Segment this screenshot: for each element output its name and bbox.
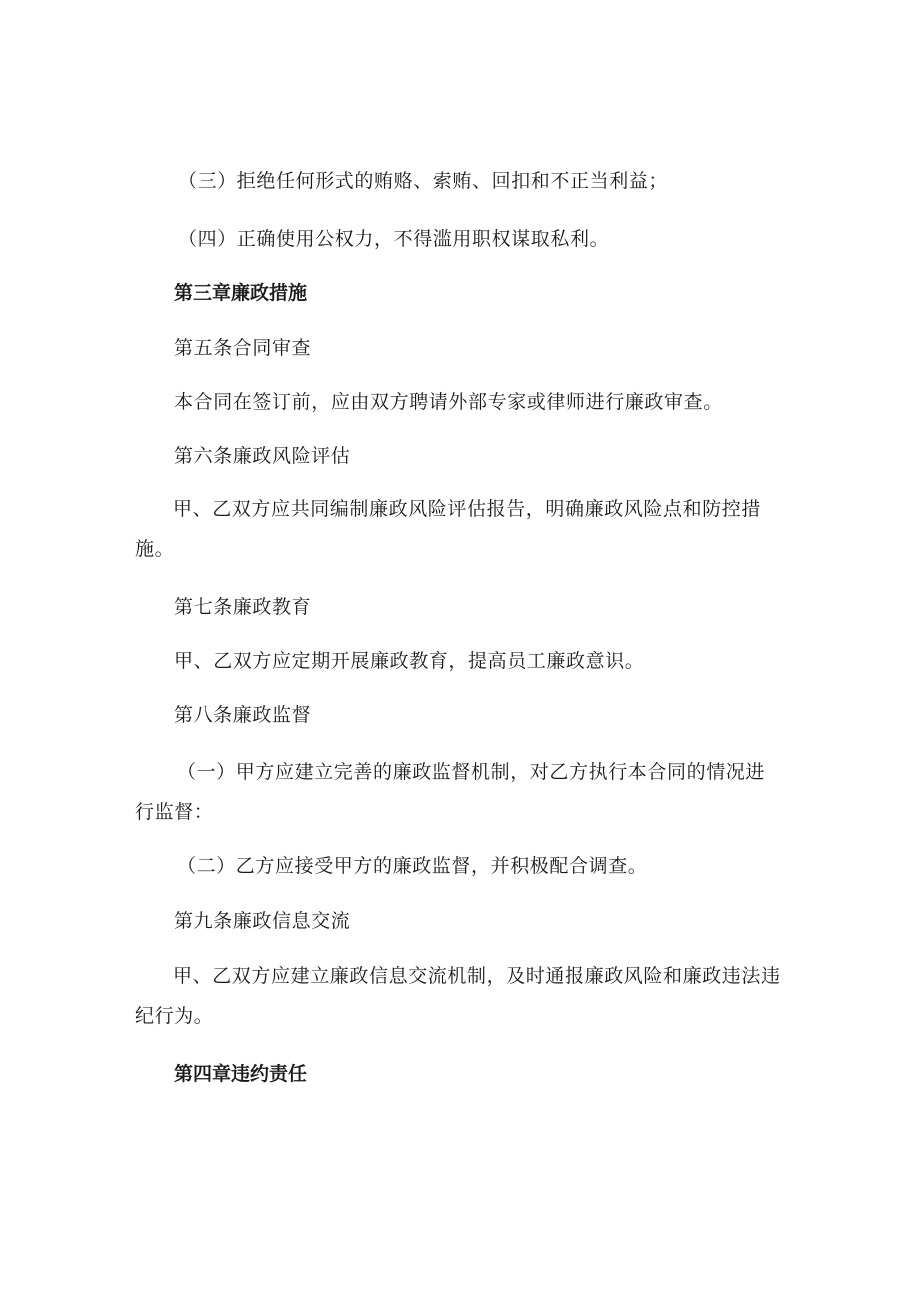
article-8-item-2: （二）乙方应接受甲方的廉政监督，并积极配合调查。	[177, 855, 648, 877]
clause-item-4: （四）正确使用公权力，不得滥用职权谋取私利。	[178, 228, 610, 250]
chapter-heading-4: 第四章违约责任	[174, 1063, 308, 1085]
article-7-body: 甲、乙双方应定期开展廉政教育，提高员工廉政意识。	[174, 650, 645, 672]
article-5-title: 第五条合同审查	[174, 337, 312, 359]
article-9-body: 甲、乙双方应建立廉政信息交流机制，及时通报廉政风险和廉政违法违纪行为。	[135, 965, 781, 1027]
article-8-item-1: （一）甲方应建立完善的廉政监督机制，对乙方执行本合同的情况进行监督：	[135, 761, 766, 823]
chapter-heading-3: 第三章廉政措施	[174, 282, 308, 304]
clause-item-3: （三）拒绝任何形式的贿赂、索贿、回扣和不正当利益；	[178, 170, 669, 192]
article-6-title: 第六条廉政风险评估	[174, 445, 351, 467]
article-6-body: 甲、乙双方应共同编制廉政风险评估报告，明确廉政风险点和防控措施。	[135, 498, 762, 560]
article-8-title: 第八条廉政监督	[174, 704, 312, 726]
article-7-title: 第七条廉政教育	[174, 596, 312, 618]
article-5-body: 本合同在签订前，应由双方聘请外部专家或律师进行廉政审查。	[174, 391, 723, 413]
article-9-title: 第九条廉政信息交流	[174, 910, 351, 932]
